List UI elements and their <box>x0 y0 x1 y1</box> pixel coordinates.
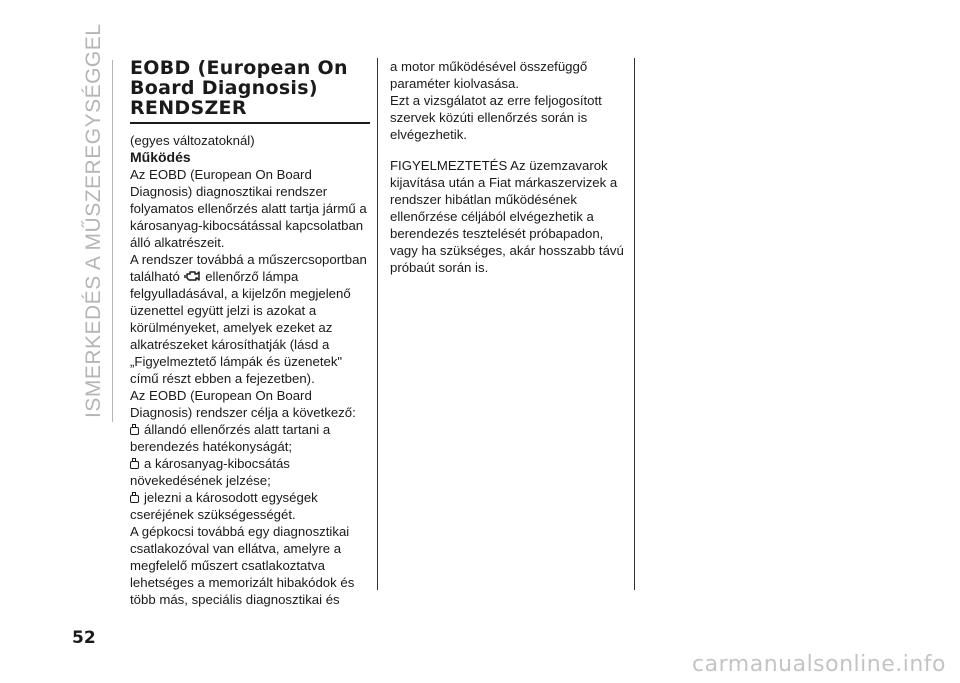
warning-note: FIGYELMEZTETÉS Az üzemzavarok kijavítása után a Fiat márkaszervizek a rendszer hibátlan működésének ellenőrzése céljából elvégezhetik a berendezés tesztelését próbapadon, vagy ha szükséges, akár hosszabb távú próbaút során is. <box>390 158 624 275</box>
bullet-item <box>130 421 370 455</box>
engine-check-icon <box>184 270 202 282</box>
paragraph-4: A gépkocsi továbbá egy diagnosztikai csatlakozóval van ellátva, amelyre a megfelelő műszert csatlakoztatva lehetséges a memorizált hibakódok és több más, speciális diagnosztikai és <box>130 523 355 607</box>
heading-rule <box>130 122 370 124</box>
bullet-item <box>130 455 370 489</box>
bullet-icon <box>130 461 139 469</box>
paragraph-2 <box>130 251 370 387</box>
heading-line-1: EOBD (European On <box>130 57 348 79</box>
paragraph-1: Az EOBD (European On Board Diagnosis) diagnosztikai rendszer folyamatos ellenőrzés alatt tartja jármű a károsanyag-kibocsátással kapcsolatban álló alkatrészeit. <box>130 166 367 250</box>
paragraph-3: Az EOBD (European On Board Diagnosis) rendszer célja a következő: <box>130 387 356 420</box>
column-divider-2 <box>634 58 635 590</box>
paragraph-2-start: A rendszer továbbá a műszercsoportban található <box>130 251 367 284</box>
heading-line-2: Board Diagnosis) <box>130 77 318 99</box>
bullet-text: jelezni a károsodott egységek cseréjének szükségességét. <box>130 489 318 522</box>
heading-line-3: RENDSZER <box>130 97 247 119</box>
column-2 <box>390 58 630 276</box>
page-number: 52 <box>72 628 96 648</box>
paragraph-2-end: ellenőrző lámpa felgyulladásával, a kijelzőn megjelenő üzenettel együtt jelzi is azokat a körülményeket, amelyek ezeket az alkatrészeket károsíthatják (lásd a „Figyelmeztető lámpák és üzenetek" című részt ebben a fejezetben). <box>130 268 351 386</box>
col2-paragraph-2: Ezt a vizsgálatot az erre feljogosított szervek közúti ellenőrzés során is elvégezhetik. <box>390 93 602 142</box>
variant-note: (egyes változatoknál) <box>130 132 255 148</box>
subheading-operation: Működés <box>130 148 191 165</box>
bullet-text: a károsanyag-kibocsátás növekedésének jelzése; <box>130 455 290 488</box>
bullet-icon <box>130 427 139 435</box>
side-rule <box>112 60 113 422</box>
bullet-icon <box>130 495 139 503</box>
section-heading <box>130 58 370 118</box>
col2-paragraph-1: a motor működésével összefüggő paraméter kiolvasása. <box>390 59 588 91</box>
chapter-side-title: ISMERKEDÉS A MŰSZEREGYSÉGGEL <box>82 23 105 418</box>
bullet-text: állandó ellenőrzés alatt tartani a berendezés hatékonyságát; <box>130 421 331 454</box>
bullet-item <box>130 489 370 523</box>
column-divider-1 <box>377 58 378 590</box>
column-1 <box>130 58 370 608</box>
watermark: carmanualsonline.info <box>692 652 946 677</box>
